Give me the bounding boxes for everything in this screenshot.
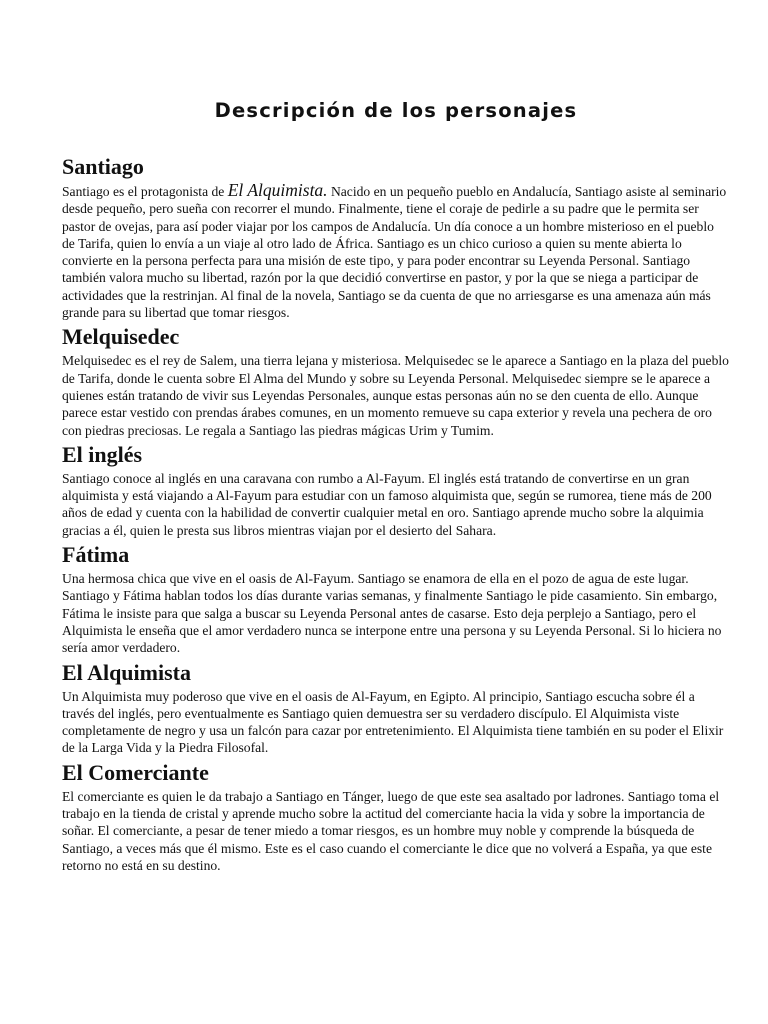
section-body: Melquisedec es el rey de Salem, una tierra lejana y misteriosa. Melquisedec se le aparece a Santiago en la plaza del pueblo de Tarifa, donde le cuenta sobre El Alma del Mundo y sobre su Leyenda Personal. Melquisedec siempre se le aparece a quienes están tratando de vivir sus Leyendas Personales, aunque estas personas aún no se den cuenta de ello. Aunque parece estar vestido con prendas árabes comunes, en un momento remueve su capa exterior y revela una pechera de oro con piedras preciosas. Le regala a Santiago las piedras mágicas Urim y Tumim. (62, 353, 729, 438)
section-el-comerciante (62, 760, 730, 874)
document-page (62, 0, 730, 877)
section-body: Un Alquimista muy poderoso que vive en el oasis de Al-Fayum, en Egipto. Al principio, Santiago escucha sobre él a través del inglés, pero eventualmente es Santiago quien demuestra ser su verdadero discípulo. El Alquimista viste completamente de negro y usa un falcón para cazar por entretenimiento. El Alquimista tiene también en su poder el Elixir de la Larga Vida y la Piedra Filosofal. (62, 688, 724, 756)
section-el-alquimista (62, 660, 730, 757)
body-intro: Santiago es el protagonista de (62, 184, 228, 199)
section-heading: El Alquimista (62, 659, 191, 685)
section-el-ingles (62, 442, 730, 539)
document-title: Descripción de los personajes (214, 99, 578, 122)
section-body: El comerciante es quien le da trabajo a Santiago en Tánger, luego de que este sea asaltado por ladrones. Santiago toma el trabajo en la tienda de cristal y aprende mucho sobre la actitud del comerciante hacia la vida y sobre la importancia de soñar. El comerciante, a pesar de tener miedo a tomar riesgos, es un hombre muy noble y comprende la búsqueda de Santiago, a veces más que él mismo. Este es el caso cuando el comerciante le dice que no volverá a España, ya que este retorno no está en su destino. (62, 788, 720, 873)
book-title: El Alquimista. (227, 180, 328, 200)
section-heading: El inglés (62, 441, 143, 467)
section-heading: Santiago (62, 154, 144, 179)
section-body (62, 182, 730, 321)
section-santiago (62, 154, 730, 321)
section-fatima (62, 542, 730, 656)
section-body: Santiago conoce al inglés en una caravana con rumbo a Al-Fayum. El inglés está tratando de convertirse en un gran alquimista y está viajando a Al-Fayum para estudiar con un famoso alquimista que, según se rumorea, tiene más de 200 años de edad y cuenta con la habilidad de convertir cualquier metal en oro. Santiago aprende mucho sobre la alquimia gracias a él, quien le presta sus libros mientras viajan por el desierto del Sahara. (62, 470, 712, 538)
section-heading: Fátima (62, 542, 130, 568)
body-text: Nacido en un pequeño pueblo en Andalucía, Santiago asiste al seminario desde pequeño, pero sueña con recorrer el mundo. Finalmente, tiene el coraje de pedirle a su padre que le permita ser pastor de ovejas, para así poder viajar por los campos de Andalucía. Un día conoce a un hombre misterioso en el pueblo de Tarifa, quien lo envía a un viaje al otro lado de África. Santiago es un chico curioso a quien su mente abierta lo convierte en la persona perfecta para una misión de este tipo, y para poder encontrar su Leyenda Personal. Santiago también valora mucho su libertad, razón por la que decidió convertirse en pastor, y por la que se niega a participar de actividades que la restrinjan. Al final de la novela, Santiago se da cuenta de que no arriesgarse es una amenaza aún más grande para su libertad que tomar riesgos. (62, 184, 727, 321)
section-heading: Melquisedec (62, 324, 180, 350)
section-heading: El Comerciante (62, 759, 209, 785)
section-melquisedec (62, 324, 730, 438)
section-body: Una hermosa chica que vive en el oasis de Al-Fayum. Santiago se enamora de ella en el pozo de agua de este lugar. Santiago y Fátima hablan todos los días durante varias semanas, y finalmente Santiago le pide casamiento. Sin embargo, Fátima le insiste para que salga a buscar su Leyenda Personal antes de casarse. Esto deja perplejo a Santiago, pero el Alquimista le enseña que el amor verdadero nunca se interpone entre una persona y su Leyenda Personal. Si lo hiciera no sería amor verdadero. (62, 571, 722, 656)
